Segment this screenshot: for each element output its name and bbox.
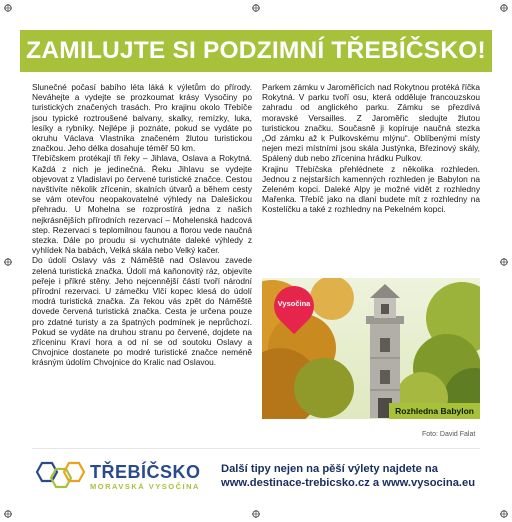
page-title: ZAMILUJTE SI PODZIMNÍ TŘEBÍČSKO! [26, 37, 486, 64]
logo-subtitle: MORAVSKÁ VYSOČINA [90, 482, 200, 491]
footer-tips [221, 462, 491, 490]
registration-mark [4, 4, 12, 12]
photo-caption: Rozhledna Babylon [389, 403, 480, 419]
badge-label: Vysočina [277, 299, 311, 308]
trebicsko-logo [34, 461, 204, 495]
hexagon-logo-icon [34, 461, 86, 493]
photo-credit: Foto: David Falat [422, 431, 476, 438]
registration-mark [4, 510, 12, 518]
registration-mark [500, 510, 508, 518]
paragraph: Slunečné počasí babího léta láká k výletům do přírody. Neváhejte a vydejte se prozkoumat krásy Vysočiny po turistických značených trasách. Pro krajinu okolo Třebíče jsou typické roztroušené balvany, skalky, remízky, luka, lesíky a rybníky. Nejlépe ji poznáte, pokud se vydáte po okruhu Václava Vlastníka značeném žlutou turistickou značkou. Jeho délka dosahuje téměř 50 km. [32, 82, 252, 154]
registration-mark [4, 258, 12, 266]
tips-links[interactable]: www.destinace-trebicsko.cz a www.vysocina.eu [221, 477, 476, 489]
registration-mark [500, 258, 508, 266]
registration-mark [252, 4, 260, 12]
registration-mark [252, 510, 260, 518]
tower-photo [262, 278, 480, 419]
paragraph: Do údolí Oslavy vás z Náměště nad Oslavou zavede zelená turistická značka. Údolí má kaňonovitý ráz, objevíte peřeje i příkré stěny. Jeho nejcennější částí tvoří národní přírodní rezervaci. U zámečku Vlčí kopec klesá do údolí modrá turistická značka. Za řekou vás zpět do Náměště dovede červená turistická značka. Cesta je určena pouze pro zdatné turisty a za špatných podmínek je neprůchozí. Pokud se vydáte na druhou stranu po červené, dojdete na zříceninu Kraví hora a od ní se od soutoku Oslavy a Chvojnice dostanete po modré turistické značce neméně krásným údolím Chvojnice do Kralic nad Oslavou. [32, 255, 252, 368]
paragraph: Třebíčskem protékají tři řeky – Jihlava, Oslava a Rokytná. Každá z nich je jedinečná. Řeku Jihlavu se vydejte objevovat z Vladislavi po červené turistické značce. Cestou navštívíte několik zřícenin, skalních útvarů a během cesty se vám otevřou neopakovatelné výhledy na Dalešickou přehradu. U Mohelna se rozprostírá jedna z našich nejkrásnějších přírodních rezervací – Mohelenská hadcová step. Rezervaci s teplomilnou faunou a florou vede naučná stezka. Dále po proudu si vychutnáte daleké výhledy z vyhlídek Na babách, Velká skála nebo Velký kačer. [32, 153, 252, 256]
divider [32, 448, 480, 449]
tips-text: Další tipy nejen na pěší výlety najdete na [221, 463, 438, 475]
registration-mark [500, 4, 508, 12]
paragraph: Krajinu Třebíčska přehlédnete z několika rozhleden. Jednou z nejstarších kamenných rozhleden je Babylon na Zeleném kopci. Daleké Alpy je možné vidět z rozhledny Mařenka. Třebíč jako na dlani budete mít z rozhledny na Kostelíčku a také z rozhledny na Pekelném kopci. [262, 163, 480, 215]
paragraph: Parkem zámku v Jaroměřicích nad Rokytnou protéká říčka Rokytná. V parku tvoří osu, která odděluje francouzskou zahradu od anglického parku. Zámku se přezdívá moravské Versailles. Z Jaroměřic sledujte žlutou turistickou značku. Současně ji kopíruje naučná stezka „Od zámku až k Pulkovskému mlýnu“. Oblíbenými místy nejen mezi místními jsou skála Justýnka, Březinový skály, Spálený dub nebo zřícenina hrádku Pulkov. [262, 82, 480, 164]
article-column-right [262, 82, 480, 215]
logo-name: TŘEBÍČSKO [90, 462, 201, 482]
headline-banner [20, 30, 492, 72]
article-column-left [32, 82, 252, 368]
